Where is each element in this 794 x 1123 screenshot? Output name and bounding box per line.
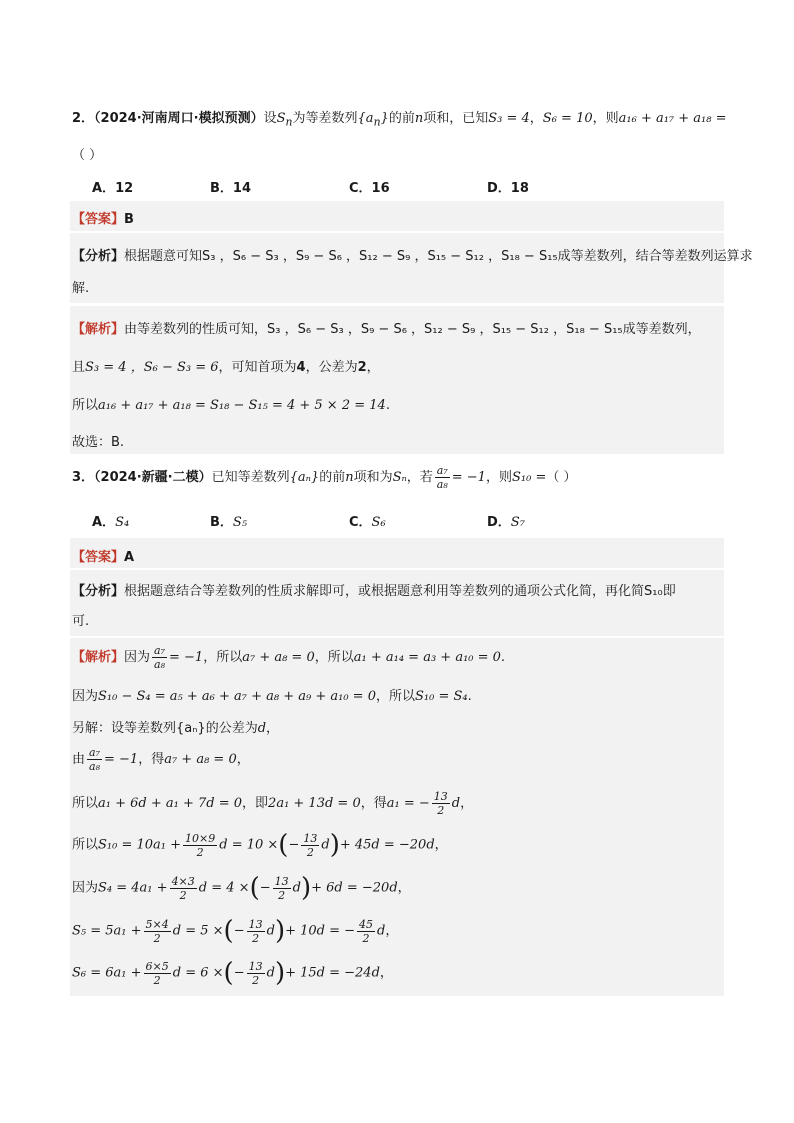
- q2-option-c[interactable]: C．16: [349, 181, 390, 196]
- q2-option-d[interactable]: D．18: [487, 181, 529, 196]
- q3-stem-text: 项和为: [353, 470, 393, 485]
- q2-stem-text: ，则: [592, 111, 619, 126]
- answer-tag: 【答案】: [72, 550, 125, 565]
- q3-solution-line5: 所以S₁₀ = 10a₁ + $\frac{10\times 9}{2}$ d = 10 ×(− $\frac{13}{2}$ d)+ 45d = −20d，: [72, 830, 448, 860]
- q2-stem-text: 的前: [388, 111, 415, 126]
- q3-stem-text: 的前: [319, 470, 346, 485]
- q2-an: $\{a_n\}$: [357, 111, 389, 129]
- q3-answer: A: [124, 550, 135, 565]
- solution-tag: 【解析】: [72, 322, 125, 337]
- q3-sn: Sₙ: [392, 470, 407, 485]
- q3-n: n: [345, 470, 354, 485]
- q3-option-a[interactable]: A．S₄: [92, 515, 130, 530]
- q3-solution-line6: 因为S₄ = 4a₁ + $\frac{4\times 3}{2}$ d = 4 ×(− $\frac{13}{2}$ d)+ 6d = −20d，: [72, 873, 411, 903]
- q3-answer-block: [70, 538, 724, 568]
- q3-answer-paren: （ ）: [546, 470, 577, 485]
- q2-conclusion: 故选：B.: [72, 435, 125, 450]
- q3-solution-line1: 【解析】因为 $\frac{\text{a₇}}{\text{a₈}}$ = −1，所以a₇ + a₈ = 0，所以a₁ + a₁₄ = a₃ + a₁₀ = 0.: [72, 644, 506, 671]
- q2-stem: [72, 107, 727, 129]
- q3-analysis-line1: [72, 580, 676, 599]
- q2-sn: $S_n$: [276, 111, 293, 129]
- q2-answer-block: [70, 201, 724, 231]
- q2-sep: ，: [529, 111, 543, 126]
- q3-stem-text: ，则: [485, 470, 512, 485]
- q2-solution-line3: 所以a₁₆ + a₁₇ + a₁₈ = S₁₈ − S₁₅ = 4 + 5 × 2 = 14.: [72, 398, 390, 413]
- q3-solution-line8: S₆ = 6a₁ + $\frac{6\times 5}{2}$ d = 6 ×(− $\frac{13}{2}$ d)+ 15d = −24d，: [72, 958, 393, 988]
- q2-option-b[interactable]: B．14: [210, 181, 252, 196]
- analysis-tag: 【分析】: [72, 249, 125, 264]
- q3-number-source: 3．（2024·新疆·二模）: [72, 470, 212, 485]
- q2-answer-line: [72, 208, 134, 227]
- q2-answer: B: [124, 212, 134, 227]
- q2-solution-line2: 且S₃ = 4 ，S₆ − S₃ = 6，可知首项为4，公差为2，: [72, 360, 380, 375]
- q3-target: S₁₀ =: [511, 470, 547, 485]
- solution-tag: 【解析】: [72, 650, 125, 665]
- q2-n: n: [414, 111, 424, 126]
- q2-number-source: 2．（2024·河南周口·模拟预测）: [72, 111, 264, 126]
- q2-cond2: S₆ = 10: [542, 111, 593, 126]
- q3-alt-solution: 另解：设等差数列{aₙ}的公差为d，: [72, 721, 280, 736]
- q2-analysis-line2: 解.: [72, 281, 90, 296]
- q2-analysis-block: [70, 233, 724, 303]
- q3-answer-line: [72, 546, 134, 565]
- q2-cond1: S₃ = 4: [488, 111, 530, 126]
- q3-solution-line4: 所以a₁ + 6d + a₁ + 7d = 0，即2a₁ + 13d = 0，得a₁ = − $\frac{13}{2}$ d，: [72, 790, 474, 817]
- q3-stem: [72, 464, 576, 491]
- q2-stem-text: 项和，已知: [423, 111, 489, 126]
- q2-analysis-text: 根据题意可知S₃ ，S₆ − S₃ ，S₉ − S₆ ，S₁₂ − S₉ ，S₁₅ − S₁₂ ，S₁₈ − S₁₅成等差数列，结合等差数列运算求: [124, 249, 753, 264]
- q3-solution-line7: S₅ = 5a₁ + $\frac{5\times 4}{2}$ d = 5 ×(− $\frac{13}{2}$ d)+ 10d = − $\frac{45}{2}$ d，: [72, 916, 399, 946]
- q3-analysis-line2: 可.: [72, 614, 90, 629]
- q3-analysis-text: 根据题意结合等差数列的性质求解即可，或根据题意利用等差数列的通项公式化简，再化简S₁₀即: [124, 584, 676, 599]
- analysis-tag: 【分析】: [72, 584, 125, 599]
- q2-solution-line1: [72, 318, 701, 337]
- q3-solution-line2: 因为S₁₀ − S₄ = a₅ + a₆ + a₇ + a₈ + a₉ + a₁₀ = 0，所以S₁₀ = S₄.: [72, 689, 472, 704]
- q3-stem-text: 已知等差数列: [211, 470, 290, 485]
- q2-target: a₁₆ + a₁₇ + a₁₈ =: [618, 111, 727, 126]
- q2-stem-text: 为等差数列: [292, 111, 358, 126]
- q3-option-d[interactable]: D．S₇: [487, 515, 525, 530]
- q3-condition-fraction: $\frac{\text{a₇}}{\text{a₈}}$: [436, 464, 448, 491]
- q2-solution-text: 由等差数列的性质可知，S₃ ，S₆ − S₃ ，S₉ − S₆ ，S₁₂ − S₉ ，S₁₅ − S₁₂ ，S₁₈ − S₁₅成等差数列，: [124, 322, 701, 337]
- q2-answer-paren: （ ）: [72, 148, 103, 163]
- q2-option-a[interactable]: A．12: [92, 181, 134, 196]
- q2-analysis-line1: [72, 245, 753, 264]
- q3-an: {aₙ}: [289, 470, 320, 485]
- q3-solution-line3: 由 $\frac{\text{a₇}}{\text{a₈}}$ = −1，得a₇ + a₈ = 0，: [72, 746, 250, 773]
- q2-stem-text: 设: [263, 111, 277, 126]
- answer-tag: 【答案】: [72, 212, 125, 227]
- q3-option-b[interactable]: B．S₅: [210, 515, 248, 530]
- q3-option-c[interactable]: C．S₆: [349, 515, 386, 530]
- q3-cond: = −1: [451, 470, 486, 485]
- q3-stem-text: ，若: [406, 470, 433, 485]
